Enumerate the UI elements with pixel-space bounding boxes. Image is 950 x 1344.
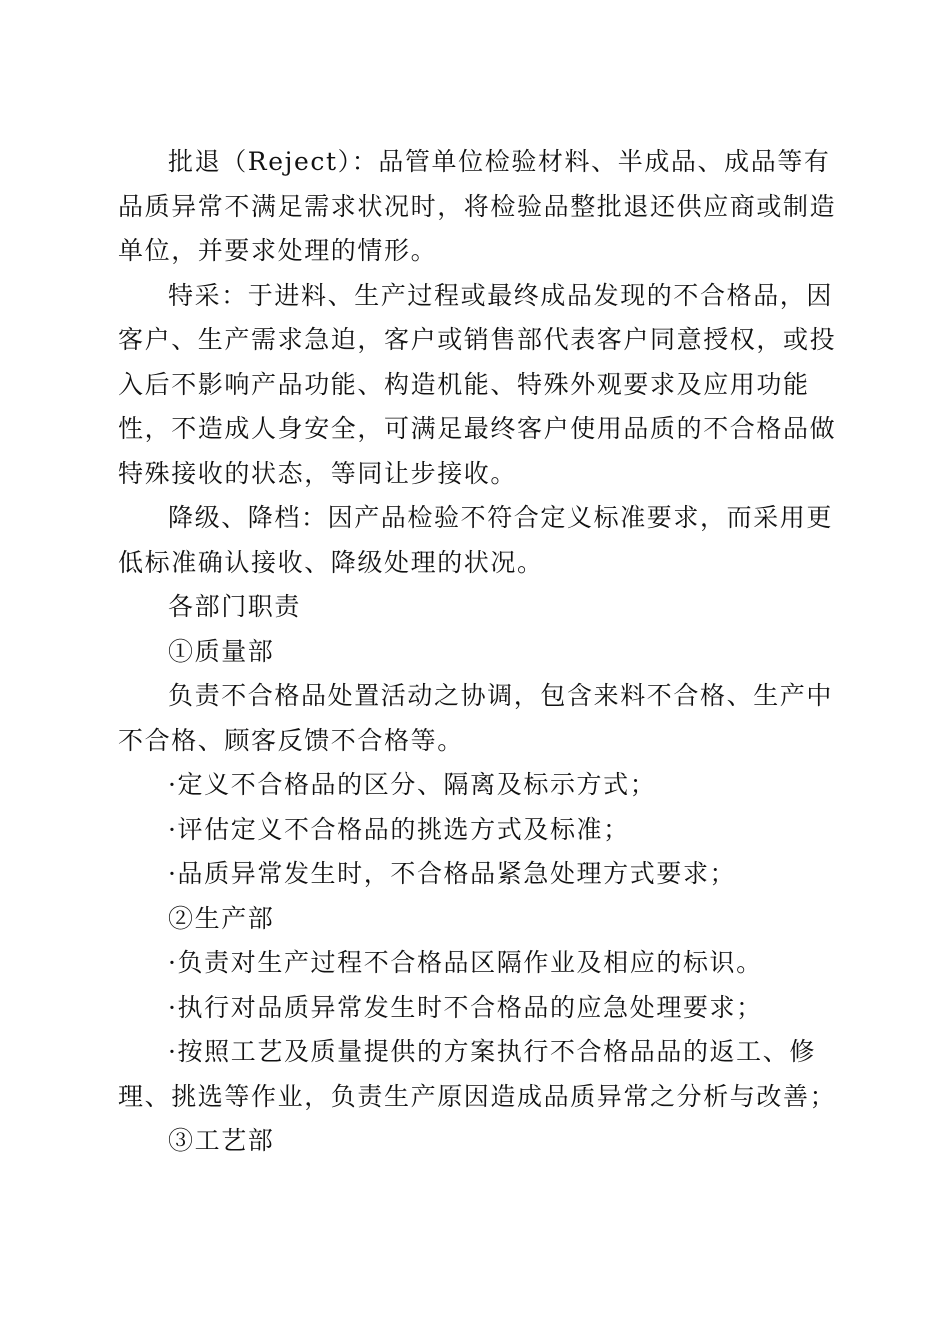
quality-dept-description: 负责不合格品处置活动之协调，包含来料不合格、生产中不合格、顾客反馈不合格等。 [118,681,834,755]
list-item: ·按照工艺及质量提供的方案执行不合格品品的返工、修理、挑选等作业，负责生产原因造成品质异常之分析与改善； [118,1037,837,1111]
document-body [118,140,838,1164]
definition-downgrade: 降级、降档：因产品检验不符合定义标准要求，而采用更低标准确认接收、降级处理的状况。 [118,503,834,577]
definition-special-acceptance: 特采：于进料、生产过程或最终成品发现的不合格品，因客户、生产需求急迫，客户或销售部代表客户同意授权，或投入后不影响产品功能、构造机能、特殊外观要求及应用功能性，不造成人身安全，可满足最终客户使用品质的不合格品做特殊接收的状态，等同让步接收。 [118,280,837,488]
list-item: ·评估定义不合格品的挑选方式及标准； [168,814,630,844]
section-heading-responsibilities: 各部门职责 [168,592,302,621]
subheading-production-dept: ②生产部 [168,903,275,933]
subheading-quality-dept: ①质量部 [168,636,275,666]
list-item: ·定义不合格品的区分、隔离及标示方式； [168,770,657,799]
list-item: ·负责对生产过程不合格品区隔作业及相应的标识。 [168,948,763,977]
definition-reject: 批退（Reject）：品管单位检验材料、半成品、成品等有品质异常不满足需求状况时，将检验品整批退还供应商或制造单位，并要求处理的情形。 [118,147,837,265]
subheading-process-dept: ③工艺部 [168,1126,275,1155]
list-item: ·品质异常发生时，不合格品紧急处理方式要求； [168,859,737,888]
list-item: ·执行对品质异常发生时不合格品的应急处理要求； [168,992,763,1022]
